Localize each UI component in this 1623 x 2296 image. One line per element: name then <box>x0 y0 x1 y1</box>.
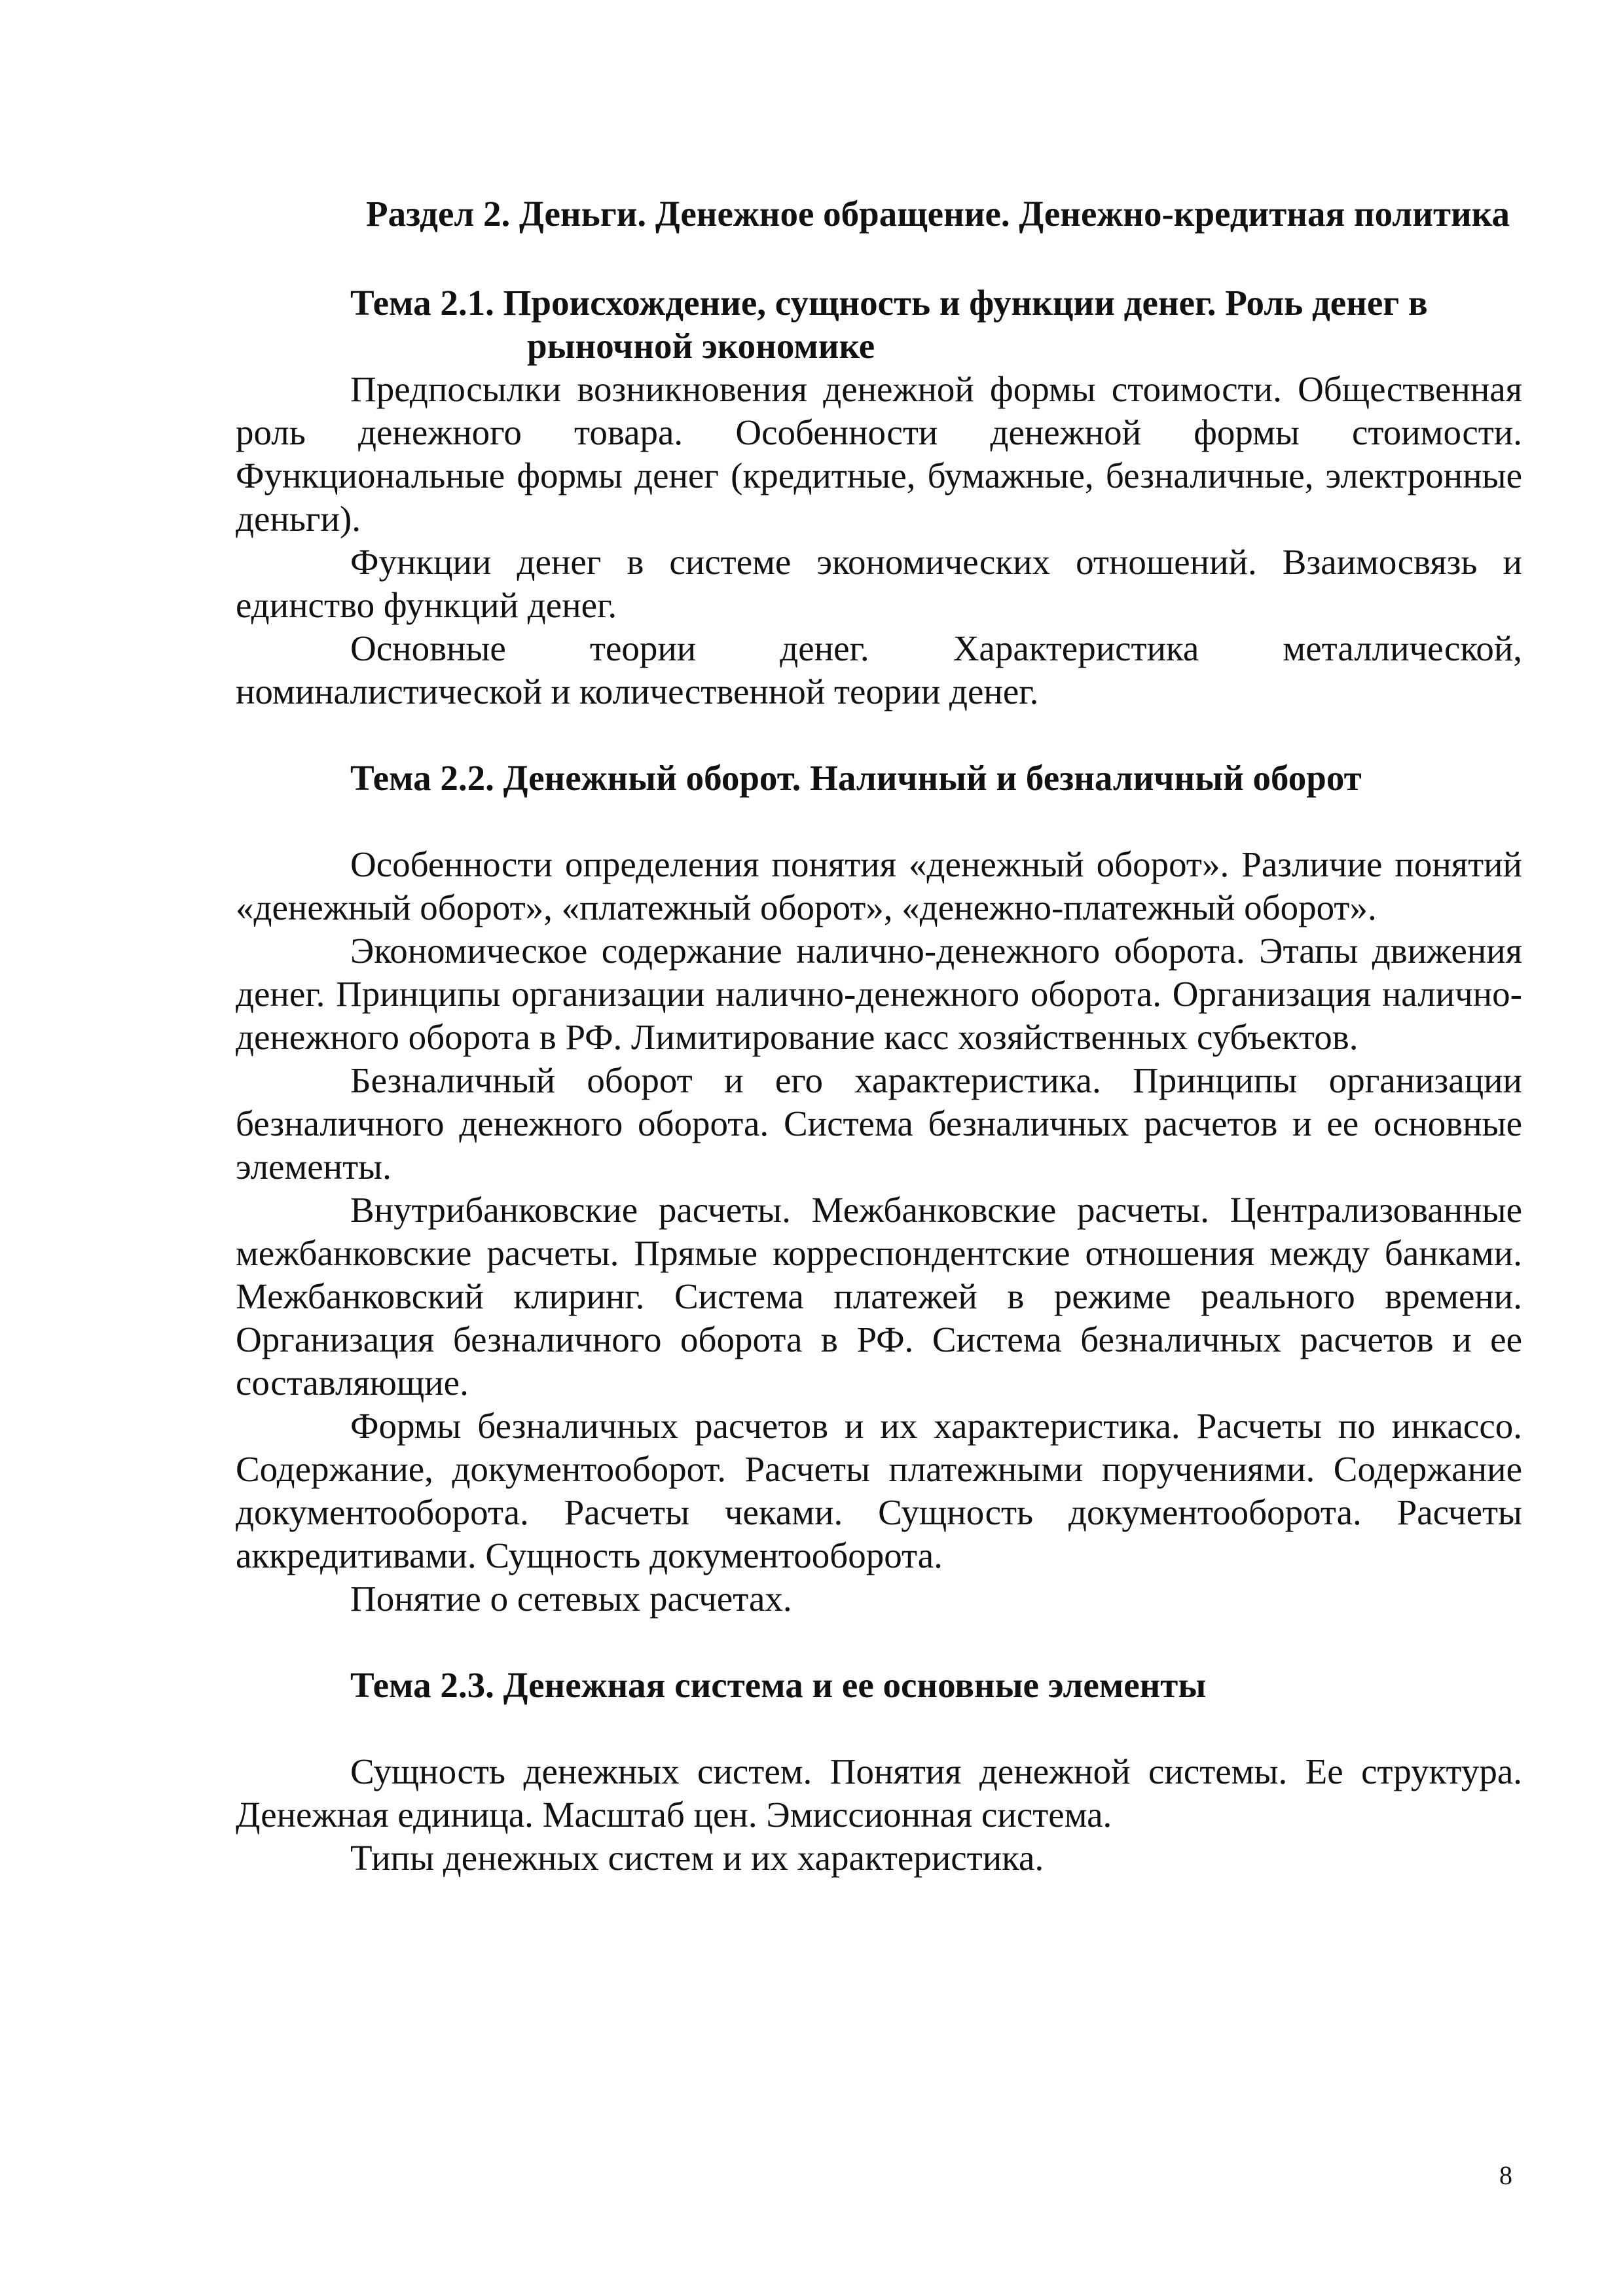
topic-2-2-title: Тема 2.2. Денежный оборот. Наличный и безналичный оборот <box>350 758 1362 798</box>
document-page <box>236 190 1522 1880</box>
section-title: Раздел 2. Деньги. Денежное обращение. Денежно-кредитная политика <box>365 194 1510 234</box>
topic-2-3-paragraph: Типы денежных систем и их характеристика. <box>350 1838 1044 1878</box>
topic-2-1-paragraph: Предпосылки возникновения денежной формы стоимости. Общественная роль денежного товара. Особенности денежной формы стоимости. Функциональные формы денег (кредитные, бумажные, безналичные, электронные деньги). <box>236 369 1522 539</box>
topic-2-2-paragraph: Особенности определения понятия «денежный оборот». Различие понятий «денежный оборот», «платежный оборот», «денежно-платежный оборот». <box>236 844 1522 927</box>
topic-2-2-paragraph: Понятие о сетевых расчетах. <box>350 1579 792 1619</box>
page-number: 8 <box>1499 2161 1512 2190</box>
topic-2-2-paragraph: Внутрибанковские расчеты. Межбанковские расчеты. Централизованные межбанковские расчеты. Прямые корреспондентские отношения между банками. Межбанковский клиринг. Система платежей в режиме реального времени. Организация безналичного оборота в РФ. Система безналичных расчетов и ее составляющие. <box>236 1190 1522 1403</box>
topic-2-3-paragraph: Сущность денежных систем. Понятия денежной системы. Ее структура. Денежная единица. Масштаб цен. Эмиссионная система. <box>236 1751 1522 1835</box>
topic-2-1-title-line2: рыночной экономике <box>527 326 875 366</box>
topic-2-1-title <box>236 281 1522 368</box>
topic-2-3-title: Тема 2.3. Денежная система и ее основные элементы <box>350 1665 1207 1705</box>
topic-2-1-paragraph: Функции денег в системе экономических отношений. Взаимосвязь и единство функций денег. <box>236 542 1522 625</box>
topic-2-2-paragraph: Безналичный оборот и его характеристика. Принципы организации безналичного денежного оборота. Система безналичных расчетов и ее основные элементы. <box>236 1060 1522 1187</box>
topic-2-2-paragraph: Экономическое содержание налично-денежного оборота. Этапы движения денег. Принципы организации налично-денежного оборота. Организация налично-денежного оборота в РФ. Лимитирование касс хозяйственных субъектов. <box>236 931 1522 1057</box>
topic-2-2-paragraph: Формы безналичных расчетов и их характеристика. Расчеты по инкассо. Содержание, документооборот. Расчеты платежными поручениями. Содержание документооборота. Расчеты чеками. Сущность документооборота. Расчеты аккредитивами. Сущность документооборота. <box>236 1406 1522 1575</box>
topic-2-1-paragraph: Основные теории денег. Характеристика металлической, номиналистической и количественной теории денег. <box>236 628 1522 711</box>
topic-2-1-title-line1: Тема 2.1. Происхождение, сущность и функции денег. Роль денег в <box>350 283 1428 323</box>
